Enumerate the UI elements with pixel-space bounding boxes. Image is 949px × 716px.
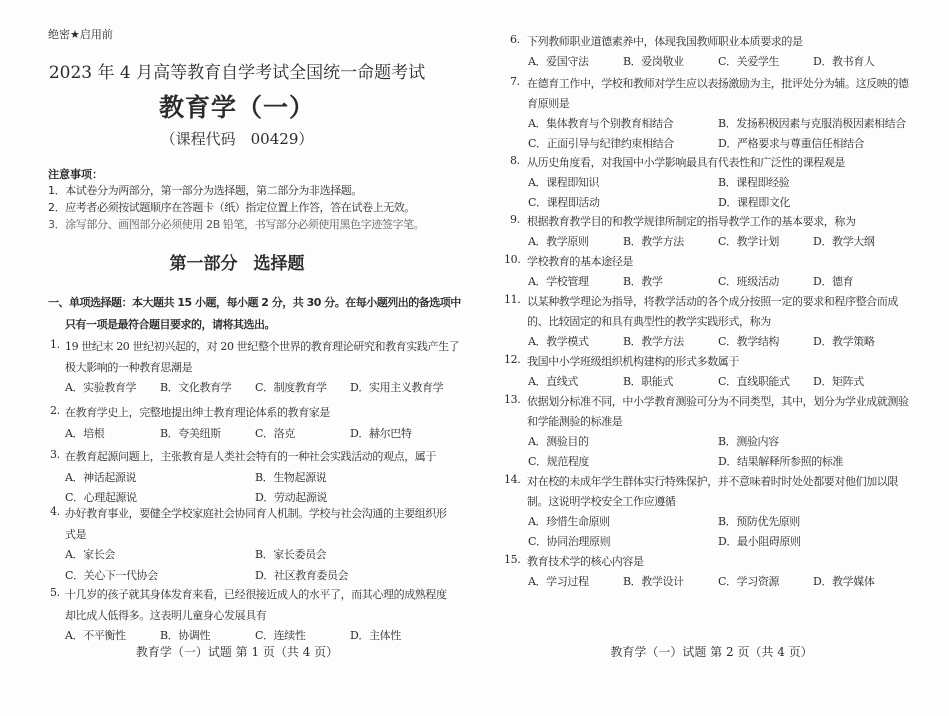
answer-option: C．学习资源 (718, 575, 780, 588)
answer-option: B．生物起源说 (255, 470, 327, 484)
answer-option: D．课程即文化 (718, 196, 791, 209)
answer-option: A．珍惜生命原则 (528, 515, 610, 528)
answer-option: D．教学大纲 (813, 235, 875, 248)
answer-option: D．严格要求与尊重信任相结合 (718, 137, 865, 150)
question-text: 在教育学史上，完整地提出绅士教育理论体系的教育家是 (65, 406, 330, 419)
answer-option: C．直线职能式 (718, 375, 790, 388)
note-item: 3．涂写部分、画图部分必须使用 2B 铅笔，书写部分必须使用黑色字迹签字笔。 (48, 218, 425, 231)
question-text: 学校教育的基本途径是 (527, 255, 633, 268)
answer-option: B．教学 (623, 275, 663, 288)
question-number: 2. (50, 404, 60, 417)
answer-option: C．教学计划 (718, 235, 780, 248)
answer-option: A．实验教育学 (65, 381, 137, 394)
part-title (0, 249, 474, 274)
answer-option: A．家长会 (65, 548, 115, 561)
answer-option: C．洛克 (255, 426, 295, 440)
answer-option: A．不平衡性 (65, 629, 126, 642)
answer-option: C．协同治理原则 (528, 535, 611, 548)
subject-title: 教育学（一） (158, 93, 315, 122)
question-number: 7. (510, 75, 520, 88)
question-number: 3. (50, 448, 60, 461)
question-number: 9. (510, 213, 520, 226)
answer-option: B．职能式 (623, 375, 674, 388)
confidential-mark: 绝密★启用前 (48, 28, 113, 41)
question-text: 十几岁的孩子就其身体发育来看，已经很接近成人的水平了，而其心理的成熟程度 (65, 588, 447, 601)
answer-option: A．集体教育与个别教育相结合 (528, 117, 674, 130)
question-text: 从历史角度看，对我国中小学影响最具有代表性和广泛性的课程观是 (527, 156, 845, 169)
answer-option: B．预防优先原则 (718, 515, 800, 528)
question-number: 11. (504, 293, 521, 306)
answer-option: D．矩阵式 (813, 375, 864, 388)
exam-page-1 (0, 0, 474, 716)
question-text: 却比成人低得多。这表明儿童身心发展具有 (65, 608, 267, 622)
section-heading: 一、单项选择题：本大题共 15 小题，每小题 2 分，共 30 分。在每小题列出的备选项中 (48, 296, 461, 309)
answer-option: C．课程即活动 (528, 196, 600, 209)
answer-option: A．课程即知识 (528, 176, 600, 189)
answer-option: B．测验内容 (718, 435, 779, 448)
answer-option: C．正面引导与纪律约束相结合 (528, 137, 674, 150)
answer-option: A．测验目的 (528, 435, 589, 448)
question-number: 10. (504, 253, 521, 266)
section-heading-cont: 只有一项是最符合题目要求的，请将其选出。 (65, 318, 275, 331)
answer-option: D．社区教育委员会 (255, 568, 349, 582)
question-number: 5. (50, 586, 60, 599)
answer-option: A．直线式 (528, 375, 578, 388)
answer-option: D．实用主义教育学 (350, 381, 444, 394)
answer-option: A．神话起源说 (65, 470, 137, 484)
part-type: 选择题 (253, 254, 305, 274)
answer-option: C．关心下一代协会 (65, 568, 158, 582)
answer-option: C．心理起源说 (65, 491, 137, 504)
answer-option: A．教学模式 (528, 335, 589, 348)
question-text: 在教育起源问题上，主张教育是人类社会特有的一种社会实践活动的观点，属于 (65, 450, 436, 463)
question-text: 19 世纪末 20 世纪初兴起的，对 20 世纪整个世界的教育理论研究和教育实践产生了 (65, 340, 460, 353)
question-text: 根据教育教学目的和教学规律所制定的指导教学工作的基本要求，称为 (527, 215, 856, 228)
answer-option: B．发扬积极因素与克服消极因素相结合 (718, 117, 906, 130)
question-text: 我国中小学班级组织机构建构的形式多数属于 (527, 355, 739, 368)
note-item: 1．本试卷分为两部分，第一部分为选择题，第二部分为非选择题。 (48, 184, 362, 197)
answer-option: B．夸美纽斯 (160, 426, 221, 440)
answer-option: B．家长委员会 (255, 548, 327, 561)
answer-option: A．培根 (65, 426, 105, 440)
question-text: 育原则是 (527, 97, 570, 110)
question-number: 13. (504, 393, 521, 406)
answer-option: B．教学方法 (623, 235, 684, 248)
question-number: 1. (50, 338, 60, 351)
question-number: 15. (504, 553, 521, 566)
answer-option: D．教学策略 (813, 335, 875, 348)
part-label: 第一部分 (169, 254, 238, 274)
answer-option: A．爱国守法 (528, 55, 589, 68)
answer-option: D．教学媒体 (813, 575, 875, 588)
page-footer: 教育学（一）试题 第 1 页（共 4 页） (135, 645, 339, 659)
answer-option: B．教学方法 (623, 335, 684, 348)
question-text: 对在校的未成年学生群体实行特殊保护，并不意味着时时处处都要对他们加以限 (527, 475, 898, 488)
exam-title: 2023 年 4 月高等教育自学考试全国统一命题考试 (48, 63, 426, 83)
question-text: 依据划分标准不同，中小学教育测验可分为不同类型，其中，划分为学业成就测验 (527, 395, 909, 408)
answer-option: B．爱岗敬业 (623, 55, 684, 68)
question-number: 8. (510, 154, 520, 167)
exam-page-2 (474, 0, 949, 716)
question-text: 制。这说明学校安全工作应遵循 (527, 495, 676, 508)
question-text: 以某种教学理论为指导，将教学活动的各个成分按照一定的要求和程序整合而成 (527, 295, 898, 308)
answer-option: D．最小阻碍原则 (718, 535, 801, 548)
question-text: 极大影响的一种教育思潮是 (65, 360, 193, 374)
question-number: 6. (510, 33, 520, 46)
answer-option: C．制度教育学 (255, 381, 327, 394)
answer-option: C．关爱学生 (718, 55, 780, 68)
answer-option: C．教学结构 (718, 335, 780, 348)
answer-option: A．学校管理 (528, 275, 589, 288)
answer-option: D．结果解释所参照的标准 (718, 455, 844, 468)
answer-option: B．教学设计 (623, 575, 684, 588)
question-number: 4. (50, 505, 60, 518)
question-text: 教育技术学的核心内容是 (527, 555, 644, 568)
answer-option: B．课程即经验 (718, 176, 790, 189)
answer-option: B．协调性 (160, 629, 211, 642)
notes-heading: 注意事项： (48, 168, 103, 181)
answer-option: D．赫尔巴特 (350, 426, 412, 440)
question-text: 的、比较固定的和具有典型性的教学实践形式，称为 (527, 315, 771, 328)
question-text: 办好教育事业，要健全学校家庭社会协同育人机制。学校与社会沟通的主要组织形 (65, 507, 447, 520)
answer-option: C．班级活动 (718, 275, 780, 288)
note-item: 2．应考者必须按试题顺序在答题卡（纸）指定位置上作答，答在试卷上无效。 (48, 201, 415, 214)
course-code: （课程代码 00429） (160, 130, 314, 148)
answer-option: D．主体性 (350, 629, 401, 642)
answer-option: D．劳动起源说 (255, 491, 328, 504)
question-text: 在德育工作中，学校和教师对学生应以表扬激励为主，批评处分为辅。这反映的德 (527, 77, 909, 90)
answer-option: C．规范程度 (528, 455, 590, 468)
answer-option: D．德育 (813, 275, 854, 288)
question-number: 12. (504, 353, 521, 366)
answer-option: D．教书育人 (813, 55, 875, 68)
question-text: 式是 (65, 527, 87, 541)
page-footer: 教育学（一）试题 第 2 页（共 4 页） (610, 645, 813, 659)
answer-option: A．教学原则 (528, 235, 589, 248)
question-text: 下列教师职业道德素养中，体现我国教师职业本质要求的是 (527, 35, 803, 48)
answer-option: A．学习过程 (528, 575, 589, 588)
answer-option: C．连续性 (255, 629, 306, 642)
question-number: 14. (504, 473, 521, 486)
question-text: 和学能测验的标准是 (527, 415, 623, 428)
answer-option: B．文化教育学 (160, 381, 232, 394)
